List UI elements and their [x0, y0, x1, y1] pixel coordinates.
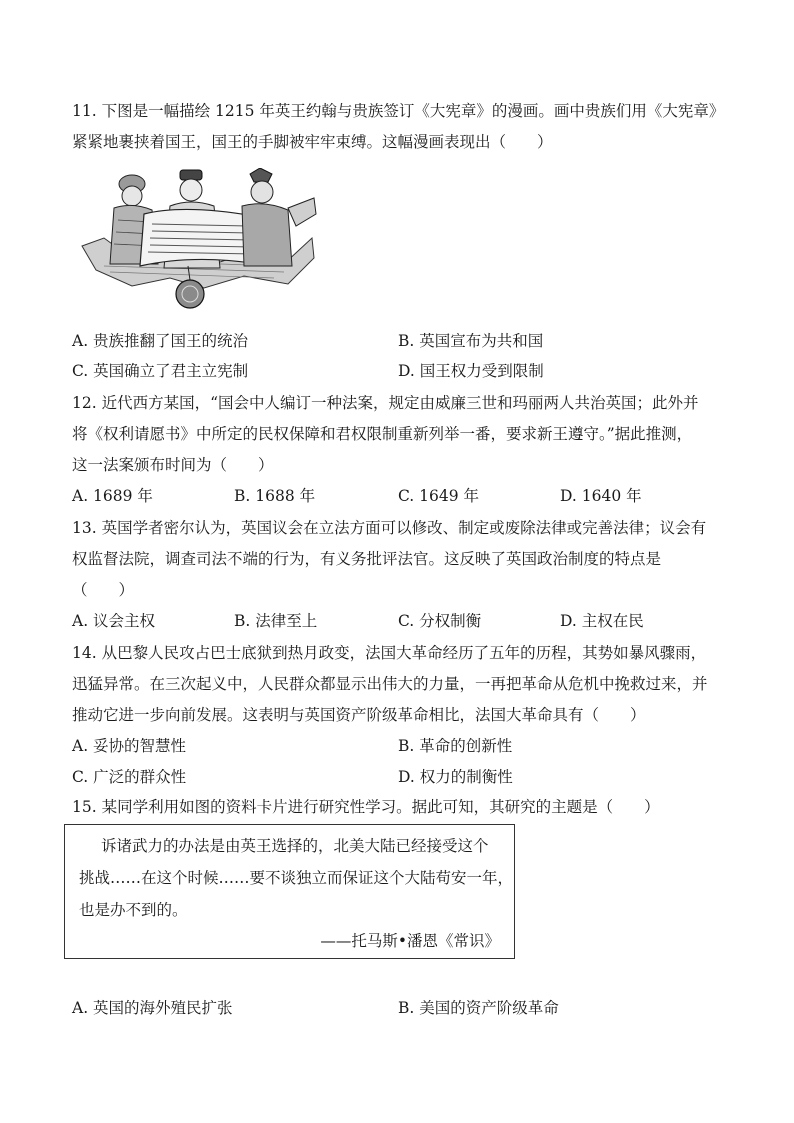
- option-d: D. 主权在民: [560, 612, 644, 630]
- stem-line: 迅猛异常。在三次起义中，人民群众都显示出伟大的力量，一再把革命从危机中挽救过来，并: [72, 675, 708, 693]
- question-13-stem: [72, 513, 742, 606]
- option-b: B. 法律至上: [234, 612, 318, 630]
- stem-line: 12. 近代西方某国，“国会中人编订一种法案，规定由威廉三世和玛丽两人共治英国；此外并: [72, 394, 699, 412]
- question-14-stem: [72, 638, 742, 731]
- stem-line: 11. 下图是一幅描绘 1215 年英王约翰与贵族签订《大宪章》的漫画。画中贵族们用《大宪章》: [72, 102, 725, 120]
- option-a: A. 1689 年: [72, 487, 153, 505]
- option-a: A. 议会主权: [72, 612, 156, 630]
- option-a: A. 妥协的智慧性: [72, 737, 187, 755]
- stem-line: （ ）: [72, 581, 135, 599]
- option-c: C. 分权制衡: [398, 612, 482, 630]
- stem-line: 13. 英国学者密尔认为，英国议会在立法方面可以修改、制定或废除法律或完善法律；议会有: [72, 519, 707, 537]
- stem-line: 权监督法院，调查司法不端的行为，有义务批评法官。这反映了英国政治制度的特点是: [72, 550, 662, 568]
- option-b: B. 美国的资产阶级革命: [398, 999, 559, 1017]
- option-d: D. 1640 年: [560, 487, 642, 505]
- stem-line: 14. 从巴黎人民攻占巴士底狱到热月政变，法国大革命经历了五年的历程，其势如暴风骤雨，: [72, 644, 707, 662]
- card-line: 也是办不到的。: [79, 901, 188, 919]
- option-c: C. 英国确立了君主立宪制: [72, 362, 249, 380]
- magna-carta-cartoon-illustration: [74, 168, 320, 314]
- stem-line: 将《权利请愿书》中所定的民权保障和君权限制重新列举一番，要求新王遵守。”据此推测，: [72, 425, 693, 443]
- option-a: A. 英国的海外殖民扩张: [72, 999, 233, 1017]
- option-c: C. 广泛的群众性: [72, 768, 187, 786]
- card-source: ——托马斯•潘恩《常识》: [320, 932, 500, 950]
- question-12-stem: [72, 388, 742, 481]
- option-b: B. 1688 年: [234, 487, 316, 505]
- stem-line: 推动它进一步向前发展。这表明与英国资产阶级革命相比，法国大革命具有（ ）: [72, 706, 646, 724]
- option-d: D. 权力的制衡性: [398, 768, 513, 786]
- stem-line: 紧紧地裹挟着国王，国王的手脚被牢牢束缚。这幅漫画表现出（ ）: [72, 133, 553, 151]
- question-11-stem: [72, 96, 742, 158]
- card-line: 挑战……在这个时候……要不谈独立而保证这个大陆苟安一年，: [79, 869, 514, 887]
- stem-line: 这一法案颁布时间为（ ）: [72, 456, 274, 474]
- stem-line: 15. 某同学利用如图的资料卡片进行研究性学习。据此可知，其研究的主题是（ ）: [72, 798, 660, 816]
- option-a: A. 贵族推翻了国王的统治: [72, 332, 249, 350]
- option-c: C. 1649 年: [398, 487, 480, 505]
- option-b: B. 英国宣布为共和国: [398, 332, 544, 350]
- source-material-card: [64, 824, 515, 959]
- option-b: B. 革命的创新性: [398, 737, 513, 755]
- card-line: 诉诸武力的办法是由英王选择的，北美大陆已经接受这个: [101, 837, 489, 855]
- option-d: D. 国王权力受到限制: [398, 362, 544, 380]
- question-15-stem: [72, 792, 742, 823]
